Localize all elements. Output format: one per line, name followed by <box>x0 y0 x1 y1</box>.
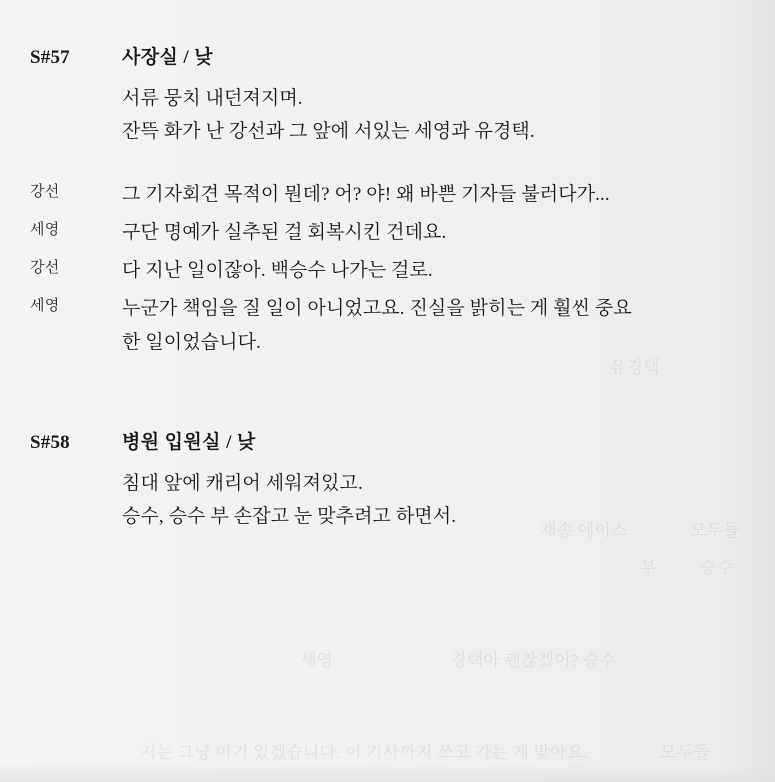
bleed-through-text: 모두들 <box>690 521 740 540</box>
scene-heading <box>30 427 745 454</box>
bleed-through-text: 유경택 <box>610 358 660 377</box>
dialogue-entry <box>30 292 745 360</box>
scene-title: 사장실 / 낮 <box>122 47 213 68</box>
action-line: 서류 뭉치 내던져지며. <box>122 88 303 109</box>
character-name: 세영 <box>30 297 60 314</box>
bleed-through-text: 승수 <box>700 558 734 577</box>
dialogue-line: 누군가 책임을 질 일이 아니었고요. 진실을 밝히는 게 훨씬 중요 <box>122 297 632 319</box>
scene-section <box>30 427 745 533</box>
dialogue-block <box>30 178 745 359</box>
scene-number: S#57 <box>30 47 70 68</box>
bleed-through-text: 모두들 <box>660 743 710 762</box>
bleed-through-text: 저는 그냥 여기 있겠습니다. 이 기사까지 쓰고 가는 게 맞아요. <box>140 743 588 762</box>
bleed-through-text: 부 <box>640 558 657 577</box>
dialogue-entry <box>30 254 745 288</box>
dialogue-entry <box>30 178 745 212</box>
character-name: 강선 <box>30 259 60 276</box>
dialogue-line: 구단 명예가 실추된 걸 회복시킨 건데요. <box>122 222 447 244</box>
bleed-through-text: 재송 에이스 <box>540 521 628 540</box>
bleed-through-text: 경택아 괜찮겠어? 승수 <box>450 651 617 670</box>
page-bottom-fade <box>0 764 775 782</box>
dialogue-line: 한 일이었습니다. <box>122 331 261 353</box>
dialogue-entry <box>30 216 745 250</box>
dialogue-lines <box>122 292 632 360</box>
bleed-through-text: 세영 <box>300 651 334 670</box>
scene-spacer <box>30 363 745 427</box>
action-line: 승수, 승수 부 손잡고 눈 맞추려고 하면서. <box>122 506 457 528</box>
action-line: 침대 앞에 캐리어 세워져있고. <box>122 473 363 495</box>
script-content <box>30 42 745 534</box>
action-line: 잔뜩 화가 난 강선과 그 앞에 서있는 세영과 유경택. <box>122 120 535 142</box>
scene-title: 병원 입원실 / 낮 <box>122 432 256 454</box>
scene-number: S#58 <box>30 432 70 454</box>
dialogue-line: 그 기자회견 목적이 뭔데? 어? 야! 왜 바쁜 기자들 불러다가... <box>122 184 610 206</box>
scene-heading <box>30 42 745 69</box>
character-name: 강선 <box>30 184 60 201</box>
character-name: 세영 <box>30 222 60 239</box>
dialogue-line: 다 지난 일이잖아. 백승수 나가는 걸로. <box>122 259 433 281</box>
